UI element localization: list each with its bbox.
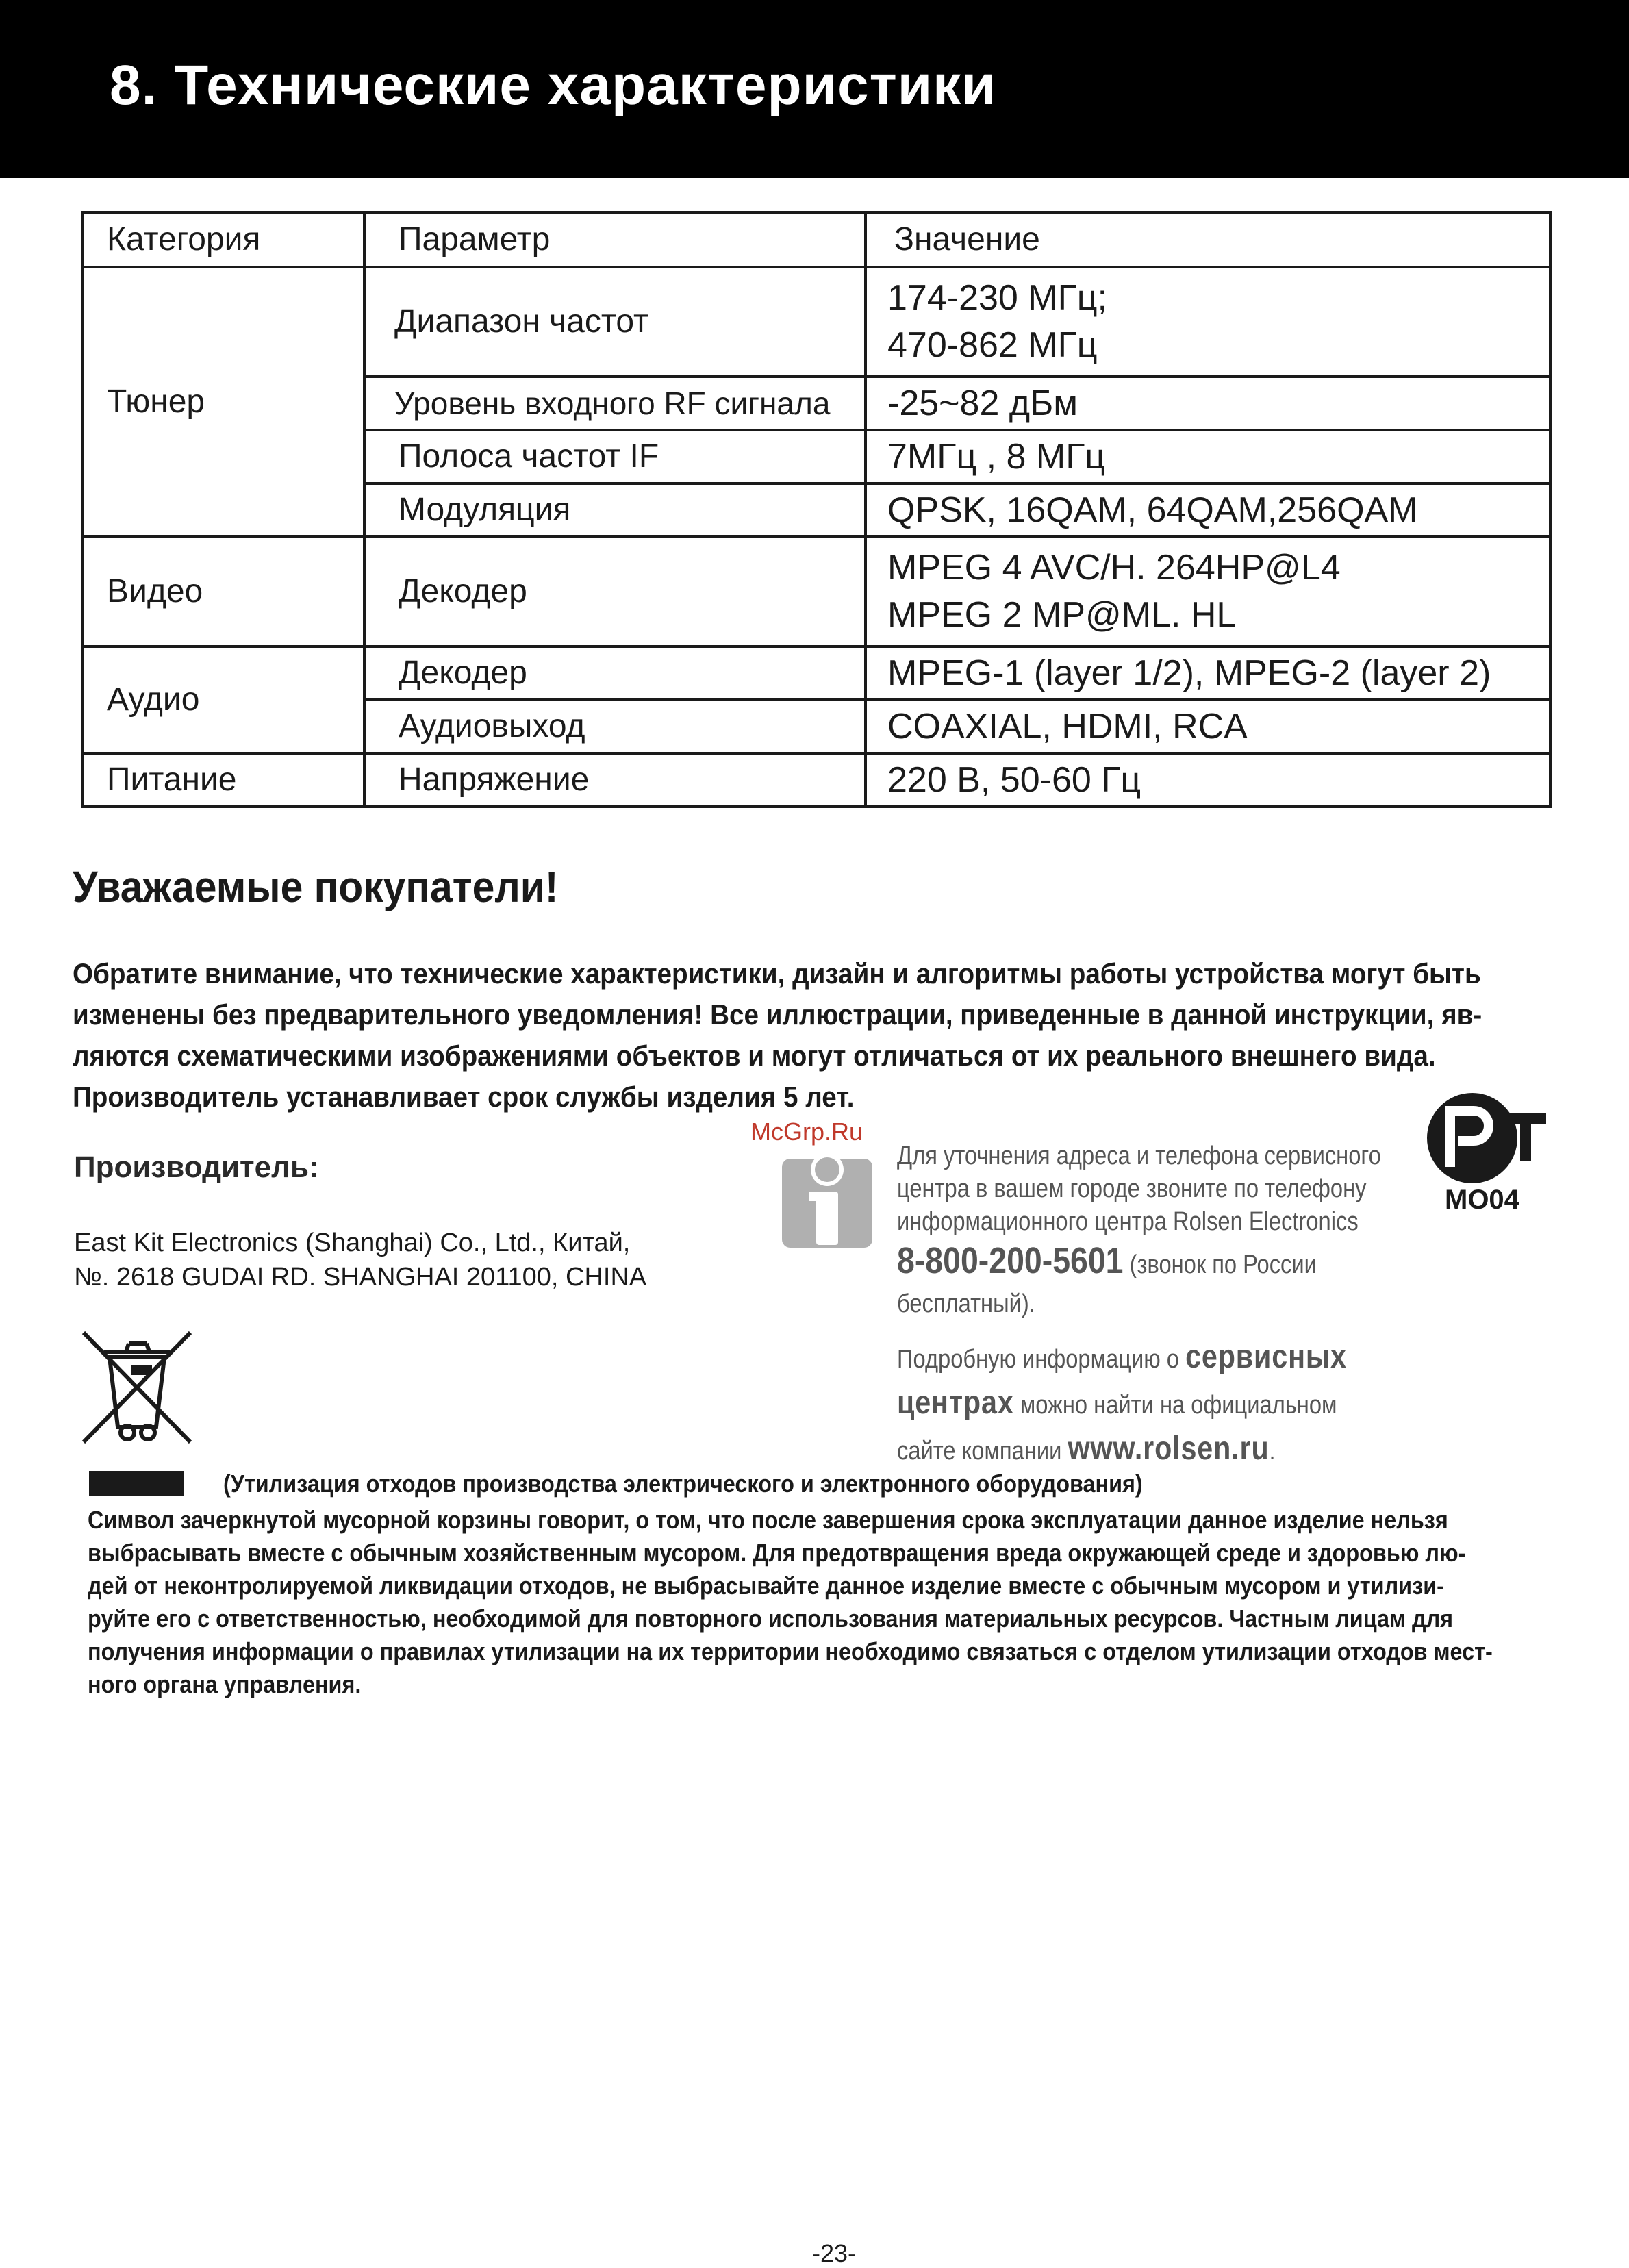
service-line: центра в вашем городе звоните по телефону: [897, 1174, 1367, 1203]
service-line: [897, 1335, 1396, 1381]
service-line: информационного центра Rolsen Electronics: [897, 1207, 1359, 1236]
table-row: [82, 646, 1550, 700]
value-video-decoder-1: MPEG 4 AVC/H. 264HP@L4: [887, 548, 1341, 588]
service-phone-note: (звонок по России: [1123, 1250, 1317, 1279]
manufacturer-address: [74, 1226, 646, 1294]
value-freq-range: [866, 267, 1550, 377]
notice-line: Обратите внимание, что технические характеристики, дизайн и алгоритмы работы устройства могут быть: [73, 957, 1481, 990]
customers-notice: [73, 953, 1509, 1118]
value-rf-level: -25~82 дБм: [866, 377, 1550, 430]
service-line: бесплатный).: [897, 1289, 1035, 1318]
service-strong: центрах: [897, 1385, 1014, 1421]
value-freq-range-1: 174-230 МГц;: [887, 278, 1107, 318]
notice-line: ляются схематическими изображениями объектов и могут отличаться от их реального внешнего вида.: [73, 1040, 1436, 1072]
header-parameter: Параметр: [364, 212, 866, 267]
service-text: .: [1269, 1437, 1276, 1465]
param-video-decoder: Декодер: [364, 537, 866, 646]
disposal-text: [88, 1504, 1493, 1701]
category-video: Видео: [82, 537, 364, 646]
param-audio-decoder: Декодер: [364, 646, 866, 700]
header-value: Значение: [866, 212, 1550, 267]
value-video-decoder-2: MPEG 2 MP@ML. HL: [887, 595, 1237, 635]
disposal-line: получения информации о правилах утилизации на их территории необходимо связаться с отделом утилизации отходов мест-: [88, 1637, 1493, 1665]
header-category: Категория: [82, 212, 364, 267]
info-icon: [782, 1146, 872, 1248]
category-audio: Аудио: [82, 646, 364, 753]
black-bar: [89, 1471, 184, 1496]
notice-line: Производитель устанавливает срок службы изделия 5 лет.: [73, 1081, 855, 1113]
disposal-line: дей от неконтролируемой ликвидации отходов, не выбрасывайте данное изделие вместе с обычным мусором и утилизи-: [88, 1572, 1444, 1600]
service-strong: сервисных: [1185, 1339, 1347, 1375]
weee-bin-icon: [74, 1324, 197, 1448]
watermark: McGrp.Ru: [750, 1118, 863, 1146]
manufacturer-label: Производитель:: [74, 1150, 319, 1184]
value-freq-range-2: 470-862 МГц: [887, 325, 1098, 365]
param-freq-range: Диапазон частот: [364, 267, 866, 377]
certification-mark-icon: [1424, 1090, 1548, 1186]
value-if-band: 7МГц , 8 МГц: [866, 430, 1550, 483]
disposal-line: руйте его с ответственностью, необходимой для повторного использования материальных ресурсов. Частным лицам для: [88, 1604, 1454, 1633]
service-gap: [897, 1320, 1396, 1335]
service-text: сайте компании: [897, 1437, 1068, 1465]
service-line: [897, 1381, 1396, 1427]
value-audio-decoder: MPEG-1 (layer 1/2), MPEG-2 (layer 2): [866, 646, 1550, 700]
value-audio-out: COAXIAL, HDMI, RCA: [866, 700, 1550, 753]
spec-table: [81, 211, 1552, 808]
param-voltage: Напряжение: [364, 753, 866, 807]
service-phone-line: [897, 1238, 1396, 1287]
service-line: [897, 1427, 1396, 1473]
value-voltage: 220 В, 50-60 Гц: [866, 753, 1550, 807]
table-row: [82, 267, 1550, 377]
param-if-band: Полоса частот IF: [364, 430, 866, 483]
param-modulation: Модуляция: [364, 483, 866, 537]
disposal-line: ного органа управления.: [88, 1670, 362, 1698]
page-number: -23-: [812, 2239, 857, 2267]
customers-heading: Уважаемые покупатели!: [73, 862, 559, 911]
service-site-link[interactable]: www.rolsen.ru: [1068, 1431, 1270, 1467]
service-text: Подробную информацию о: [897, 1345, 1186, 1374]
notice-line: изменены без предварительного уведомления! Все иллюстрации, приведенные в данной инструкции, яв-: [73, 998, 1482, 1031]
disposal-line: Символ зачеркнутой мусорной корзины говорит, о том, что после завершения срока эксплуатации данное изделие нельзя: [88, 1506, 1448, 1534]
service-phone: 8-800-200-5601: [897, 1240, 1124, 1281]
category-power: Питание: [82, 753, 364, 807]
page-title: 8. Технические характеристики: [110, 54, 997, 116]
table-row: [82, 537, 1550, 646]
manufacturer-address-line: №. 2618 GUDAI RD. SHANGHAI 201100, CHINA: [74, 1263, 647, 1292]
param-audio-out: Аудиовыход: [364, 700, 866, 753]
service-info: [897, 1139, 1396, 1473]
value-modulation: QPSK, 16QAM, 64QAM,256QAM: [866, 483, 1550, 537]
service-text: можно найти на официальном: [1013, 1391, 1337, 1420]
manufacturer-address-line: East Kit Electronics (Shanghai) Co., Ltd., Китай,: [74, 1228, 631, 1257]
disposal-line: выбрасывать вместе с обычным хозяйственным мусором. Для предотвращения вреда окружающей среде и здоровью лю-: [88, 1539, 1466, 1567]
table-row: [82, 753, 1550, 807]
certification-code: MO04: [1445, 1185, 1519, 1215]
category-tuner: Тюнер: [82, 267, 364, 537]
disposal-title: (Утилизация отходов производства электрического и электронного оборудования): [223, 1470, 1143, 1498]
param-rf-level: Уровень входного RF сигнала: [364, 377, 866, 430]
service-line: Для уточнения адреса и телефона сервисного: [897, 1142, 1381, 1170]
value-video-decoder: [866, 537, 1550, 646]
table-header-row: [82, 212, 1550, 267]
